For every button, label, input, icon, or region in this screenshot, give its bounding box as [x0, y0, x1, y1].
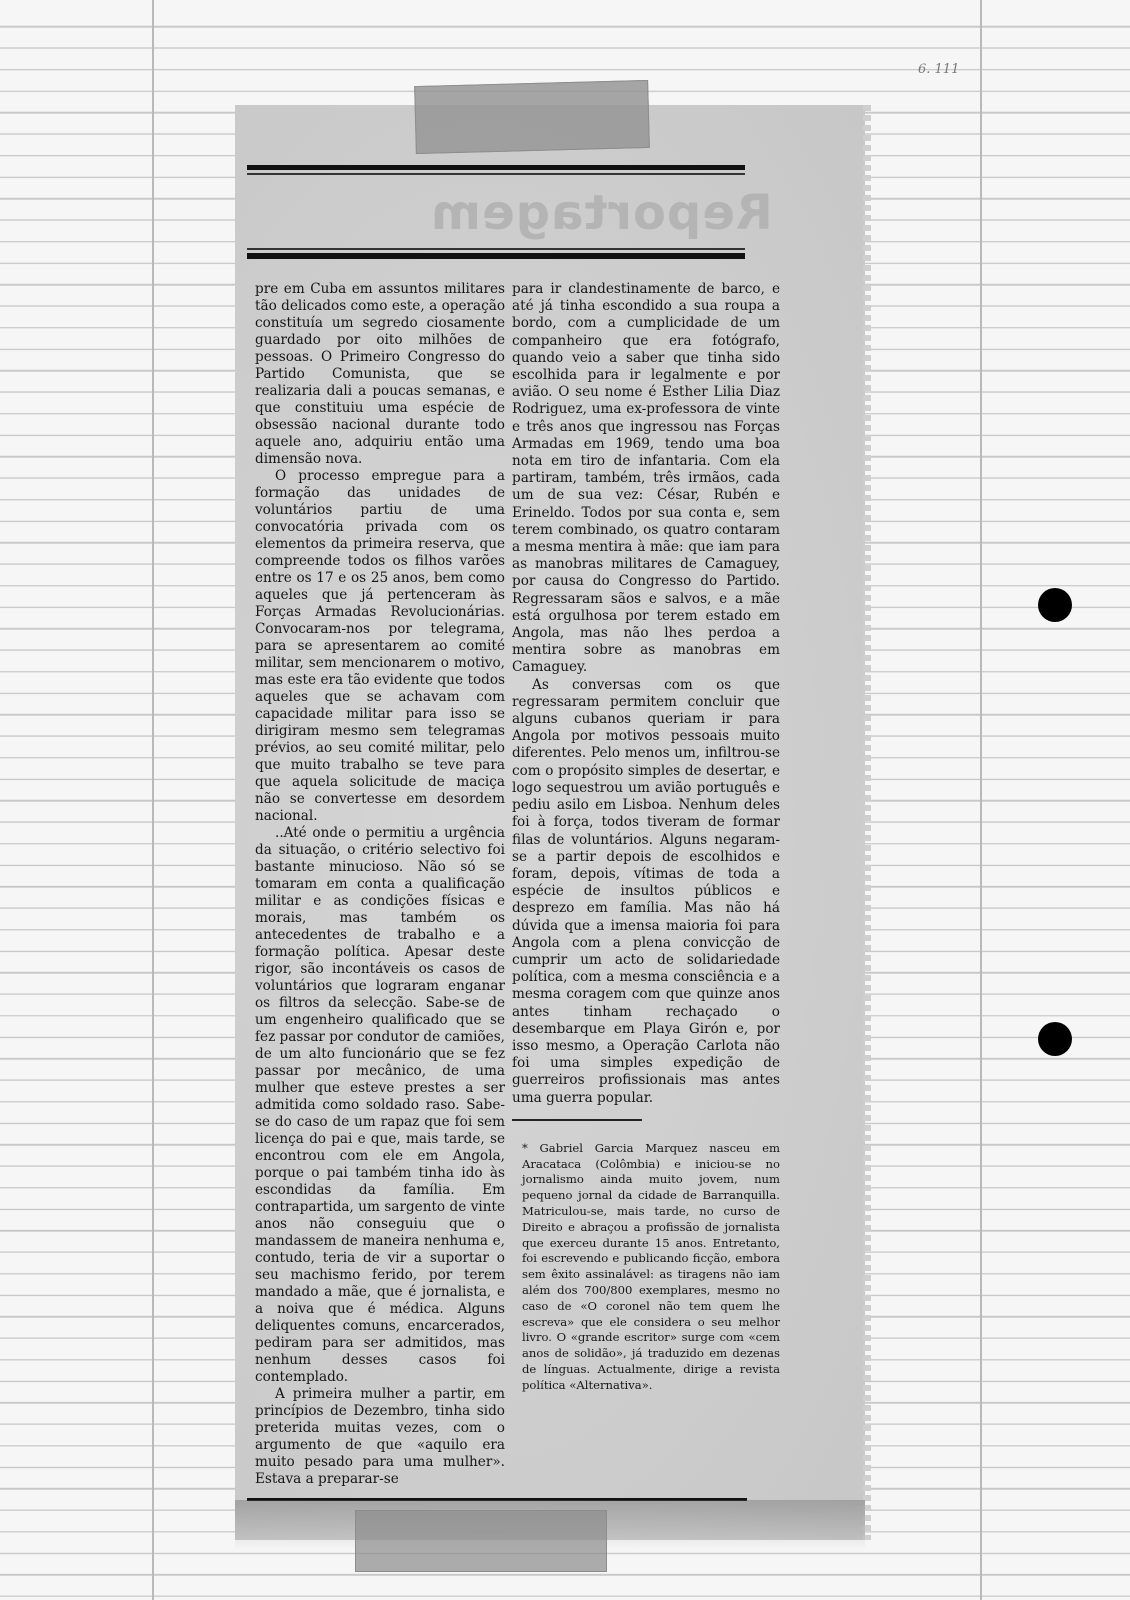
paragraph: As conversas com os que regressaram permitem concluir que alguns cubanos queriam ir para Angola por motivos pessoais muito diferentes. Pelo menos um, infiltrou-se com o propósito simples de desertar, e logo sequestrou um avião português e pediu asilo em Lisboa. Nenhum deles foi à força, todos tiveram de formar filas de voluntários. Alguns negaram-se a partir depois de escolhidos e foram, depois, vítimas de toda a espécie de insultos públicos e desprezo em família. Mas não há dúvida que a imensa maioria foi para Angola com a plena convicção de cumprir um acto de solidariedade política, com a mesma consciência e a mesma coragem com que quinze anos antes tinham rechaçado o desembarque em Playa Girón e, por isso mesmo, a Operação Carlota não foi uma simples expedição de guerreiros profissionais mas antes uma guerra popular.: [512, 676, 780, 1106]
newspaper-clipping: [235, 105, 865, 1540]
paragraph: ..Até onde o permitiu a urgência da situação, o critério selectivo foi bastante minucioso. Não só se tomaram em conta a qualificação militar e as condições físicas e morais, mas também os antecedentes de trabalho e a formação política. Apesar deste rigor, são incontáveis os casos de voluntários que lograram enganar os filtros da selecção. Sabe-se de um engenheiro qualificado que se fez passar por condutor de camiões, de um alto funcionário que se fez passar por mecânico, de uma mulher que esteve prestes a ser admitida como soldado raso. Sabe-se do caso de um rapaz que foi sem licença do pai e que, mais tarde, se encontrou com ele em Angola, porque o pai também tinha ido às escondidas da família. Em contrapartida, um sargento de vinte anos não conseguiu que o mandassem de maneira nenhuma e, contudo, teria de vir a suportar o seu machismo ferido, por terem mandado a mãe, que é jornalista, e a noiva que é médica. Alguns deliquentes comuns, encarcerados, pediram para ser admitidos, mas nenhum desses casos foi contemplado.: [255, 825, 505, 1385]
paragraph: pre em Cuba em assuntos militares tão delicados como este, a operação constituía um segredo ciosamente guardado por oito milhões de pessoas. O Primeiro Congresso do Partido Comunista, que se realizaria dali a poucas semanas, e que constituiu uma espécie de obsessão nacional durante todo aquele ano, adquiriu então uma dimensão nova.: [255, 281, 505, 467]
author-bio-footnote: * Gabriel Garcia Marquez nasceu em Aracataca (Colômbia) e iniciou-se no jornalismo ainda muito jovem, num pequeno jornal da cidade de Barranquilla. Matriculou-se, mais tarde, no curso de Direito e abraçou a profissão de jornalista que exerceu durante 15 anos. Entretanto, foi escrevendo e publicando ficção, embora sem êxito assinalável: as tiragens não iam além dos 700/800 exemplares, mesmo no caso de «O coronel não tem quem lhe escreva» que ele considera o seu melhor livro. O «grande escritor» surge com «cem anos de solidão», já traduzido em dezenas de línguas. Actualmente, dirige a revista política «Alternativa».: [522, 1140, 780, 1392]
paragraph: para ir clandestinamente de barco, e até já tinha escondido a sua roupa a bordo, com a cumplicidade de um companheiro que era fotógrafo, quando veio a saber que tinha sido escolhida para ir legalmente e por avião. O seu nome é Esther Lilia Diaz Rodriguez, uma ex-professora de vinte e três anos que ingressou nas Forças Armadas em 1969, tendo uma boa nota em tiro de infantaria. Com ela partiram, também, três irmãos, cada um de sua vez: César, Rubén e Erineldo. Todos por sua conta e, sem terem combinado, os quatro contaram a mesma mentira à mãe: que iam para as manobras militares de Camaguey, por causa do Congresso do Partido. Regressaram sãos e salvos, e a mãe está orgulhosa por terem estado em Angola, mas não lhes perdoa a mentira sobre as manobras em Camaguey.: [512, 281, 780, 676]
header-rule-top: [247, 165, 745, 170]
header-rule-top-thin: [247, 173, 745, 175]
article-column-right: [512, 281, 780, 1394]
punch-hole-top: [1038, 588, 1072, 622]
torn-edge: [863, 105, 871, 1540]
section-header-bleedthrough: Reportagem: [430, 185, 773, 241]
pencil-note: 6. 111: [918, 62, 960, 77]
article-column-left: [255, 281, 505, 1488]
punch-hole-bottom: [1038, 1022, 1072, 1056]
adhesive-tape-top: [414, 80, 650, 154]
margin-line-left: [152, 0, 154, 1600]
footnote-separator: [512, 1119, 642, 1121]
margin-line-right: [980, 0, 982, 1600]
paragraph: O processo empregue para a formação das unidades de voluntários partiu de uma convocatória privada com os elementos da primeira reserva, que compreende todos os filhos varões entre os 17 e os 25 anos, bem como aqueles que já pertenceram às Forças Armadas Revolucionárias. Convocaram-nos por telegrama, para se apresentarem ao comité militar, sem mencionarem o motivo, mas este era tão evidente que todos aqueles que se achavam com capacidade militar para isso se dirigiram mesmo sem telegramas prévios, ao seu comité militar, pelo que muito trabalho se teve para que aquela solicitude de maciça não se convertesse em desordem nacional.: [255, 468, 505, 824]
header-rule-bottom-thin: [247, 248, 745, 250]
adhesive-tape-bottom: [355, 1510, 607, 1572]
header-rule-bottom: [247, 253, 745, 259]
paragraph: A primeira mulher a partir, em princípios de Dezembro, tinha sido preterida muitas vezes, com o argumento de que «aquilo era muito pesado para uma mulher». Estava a preparar-se: [255, 1386, 505, 1487]
